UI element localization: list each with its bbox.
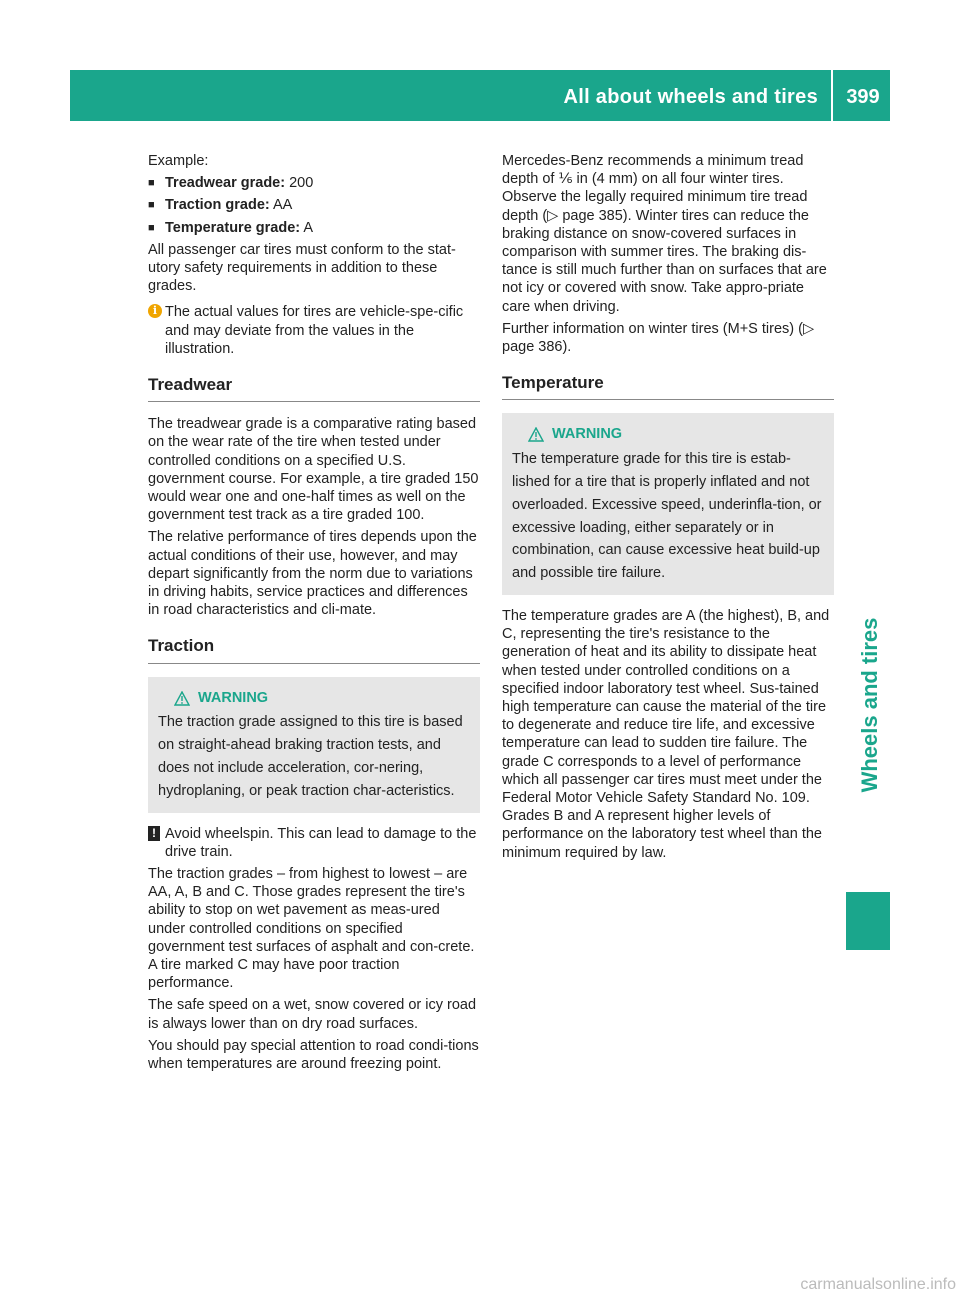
- bullet-value: A: [303, 219, 314, 236]
- list-item: [148, 219, 480, 237]
- treadwear-paragraph: The treadwear grade is a comparative rating based on the wear rate of the tire when tested under controlled conditions on a specified U.S. government course. For example, a tire graded 150 would wear one and one-half times as well on the government test track as a tire graded 100.: [148, 416, 479, 524]
- warning-triangle-icon: [528, 427, 544, 442]
- warning-title: WARNING: [198, 689, 269, 706]
- traction-paragraph: The safe speed on a wet, snow covered or icy road is always lower than on dry road surfaces.: [148, 997, 477, 1032]
- winter-tires-paragraph: Mercedes-Benz recommends a minimum tread depth of ⅙ in (4 mm) on all four winter tires. Observe the legally required minimum tire tread depth (▷ page 385). Winter tires can reduce the braking distance on snow-covered surfaces in comparison with summer tires. The braking dis-tance is still much further than on surfaces that are not icy or covered with snow. Take appro-priate care when driving.: [502, 153, 827, 315]
- watermark: carmanualsonline.info: [800, 1276, 956, 1293]
- section-title-temperature: Temperature: [502, 374, 834, 400]
- winter-tires-reference: Further information on winter tires (M+S tires) (▷ page 386).: [502, 320, 815, 356]
- warning-box: [502, 413, 834, 595]
- right-column: [502, 152, 834, 866]
- bullet-label: Treadwear grade:: [165, 175, 286, 192]
- side-tab[interactable]: [845, 540, 895, 870]
- list-item: [148, 196, 480, 214]
- side-tab-marker: [846, 892, 890, 950]
- warning-title: WARNING: [552, 426, 623, 443]
- section-title-traction: Traction: [148, 637, 480, 663]
- warning-text: The traction grade assigned to this tire is based on straight-ahead braking traction tests, and does not include acceleration, cor-nering, hydroplaning, or peak traction char-acteristics.: [158, 714, 463, 799]
- bullet-label: Temperature grade:: [165, 219, 301, 236]
- temperature-paragraph: The temperature grades are A (the highest), B, and C, representing the tire's resistance to the generation of heat and its ability to dissipate heat when tested under controlled conditions on a specified indoor laboratory test wheel. Sus-tained high temperature can cause the material of the tire to degenerate and reduce tire life, and excessive temperature can lead to sudden tire failure. The grade C corresponds to a level of performance which all passenger car tires must meet under the Federal Motor Vehicle Safety Standard No. 109. Grades B and A represent higher levels of performance on the laboratory test wheel than the minimum required by law.: [502, 608, 830, 861]
- traction-paragraph: The traction grades – from highest to lowest – are AA, A, B and C. Those grades represent the tire's ability to stop on wet pavement as meas-ured under controlled conditions on specified government test surfaces of asphalt and con-crete. A tire marked C may have poor traction performance.: [148, 866, 475, 992]
- list-item: [148, 174, 480, 192]
- caution-text: Avoid wheelspin. This can lead to damage to the drive train.: [165, 825, 477, 860]
- bullet-icon: ■: [148, 221, 155, 234]
- example-label: Example:: [148, 153, 209, 169]
- bullet-icon: ■: [148, 177, 155, 190]
- section-title-treadwear: Treadwear: [148, 376, 480, 402]
- treadwear-paragraph: The relative performance of tires depends upon the actual conditions of their use, however, and may depart significantly from the norm due to variations in driving habits, service practices and differences in road characteristics and cli-mate.: [148, 529, 477, 619]
- page-title: All about wheels and tires: [563, 86, 818, 108]
- bullet-label: Traction grade:: [165, 197, 270, 214]
- traction-paragraph: You should pay special attention to road condi-tions when temperatures are around freezing point.: [148, 1037, 479, 1073]
- warning-triangle-icon: [174, 691, 190, 706]
- info-icon: i: [148, 304, 162, 318]
- page-number: 399: [846, 86, 880, 108]
- exclamation-icon: !: [148, 826, 160, 841]
- left-column: [148, 152, 480, 1077]
- caution-note: [148, 825, 480, 861]
- info-note: [148, 303, 480, 358]
- warning-text: The temperature grade for this tire is estab-lished for a tire that is properly inflated and not overloaded. Excessive speed, underinfla-tion, or excessive loading, either separately or in combination, can cause excessive heat build-up and possible tire failure.: [512, 451, 822, 582]
- side-tab-label: Wheels and tires: [857, 617, 882, 793]
- bullet-value: 200: [289, 175, 314, 192]
- conform-paragraph: All passenger car tires must conform to the stat-utory safety requirements in addition to these grades.: [148, 241, 456, 295]
- info-note-text: The actual values for tires are vehicle-spe-cific and may deviate from the values in the illustration.: [165, 304, 464, 357]
- header-divider: [831, 70, 833, 121]
- bullet-value: AA: [272, 197, 293, 214]
- bullet-icon: ■: [148, 199, 155, 212]
- warning-box: [148, 677, 480, 813]
